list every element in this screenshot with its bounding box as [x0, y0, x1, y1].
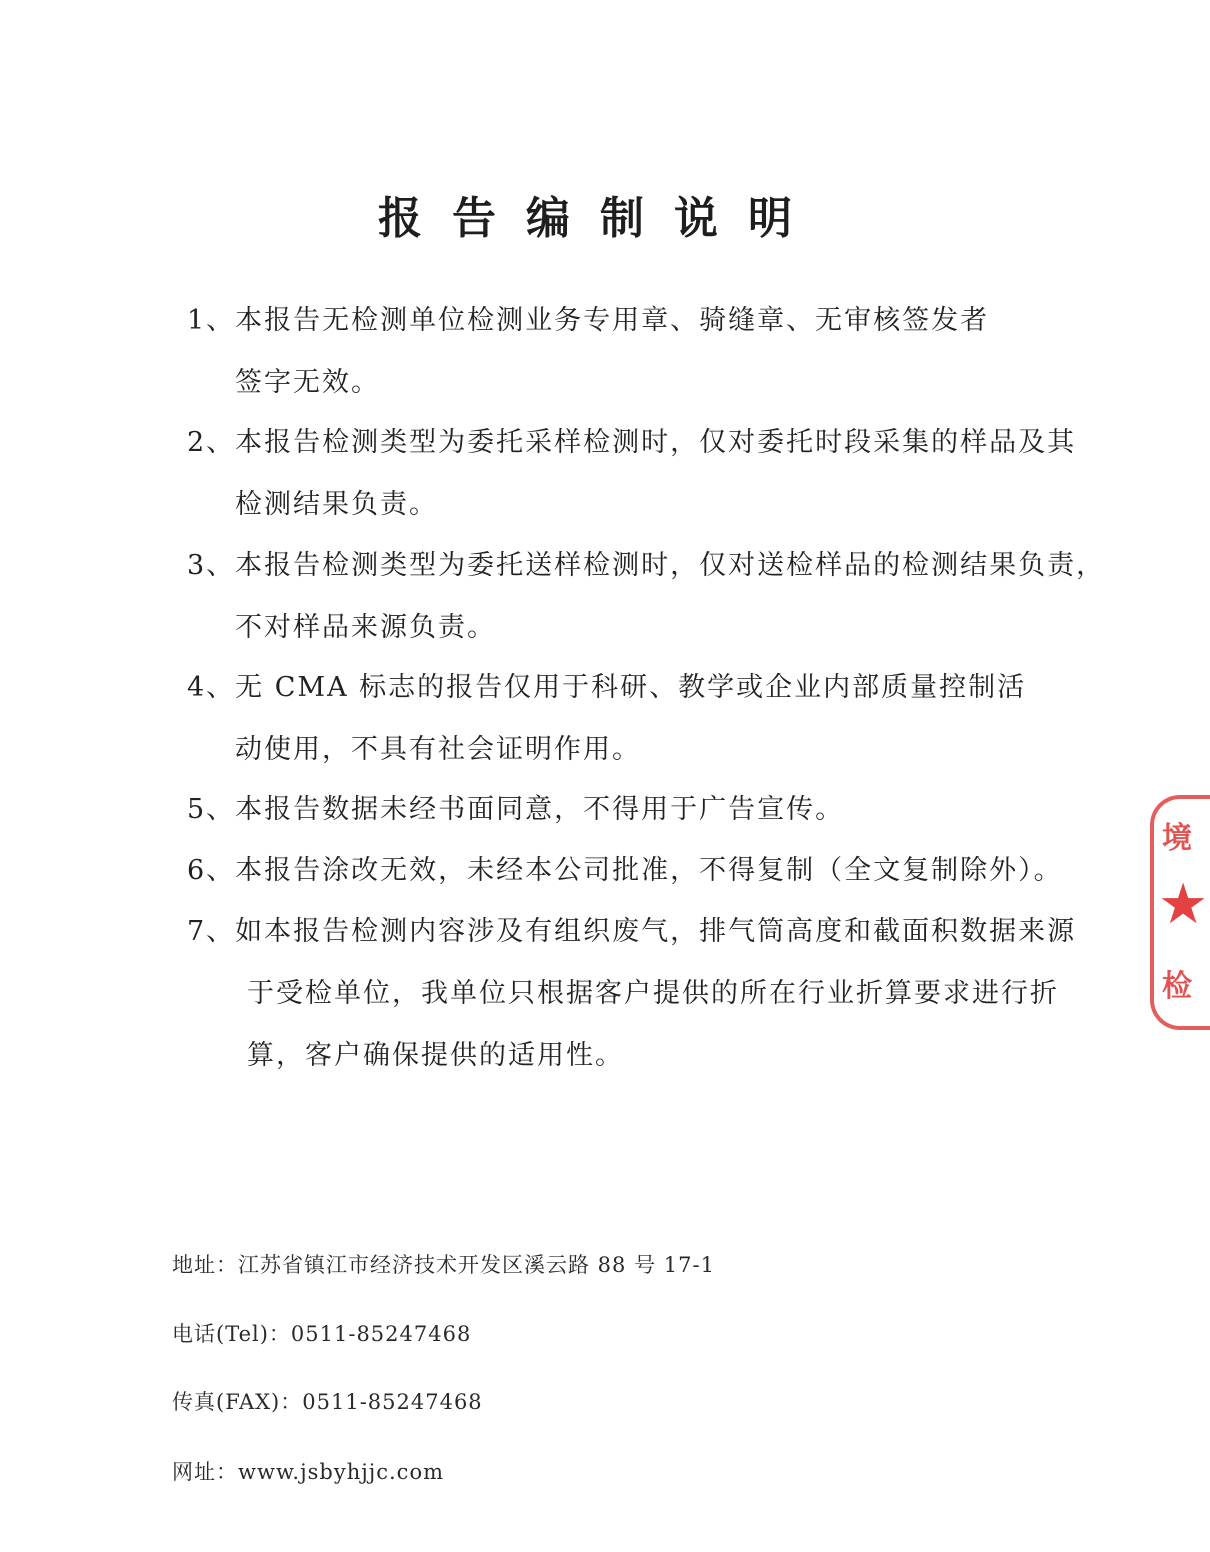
note-item-7-line-3: 算，客户确保提供的适用性。 — [247, 1040, 624, 1071]
note-item-7-line-1: 7、如本报告检测内容涉及有组织废气，排气筒高度和截面积数据来源 — [187, 916, 1077, 947]
star-icon: ★ — [1158, 872, 1209, 937]
note-item-4-line-2: 动使用，不具有社会证明作用。 — [235, 734, 641, 765]
footer-website: 网址：www.jsbyhjjc.com — [172, 1460, 445, 1484]
note-item-7-line-2: 于受检单位，我单位只根据客户提供的所在行业折算要求进行折 — [247, 978, 1059, 1009]
note-item-6 — [187, 840, 1117, 902]
red-seal-stamp — [1150, 795, 1210, 1030]
note-item-3 — [187, 535, 1117, 659]
note-item-7 — [187, 901, 1117, 1087]
note-item-2-line-1: 2、本报告检测类型为委托采样检测时，仅对委托时段采集的样品及其 — [187, 427, 1077, 458]
note-item-4-line-1: 4、无 CMA 标志的报告仅用于科研、教学或企业内部质量控制活 — [187, 672, 1027, 703]
stamp-char-2: 检 — [1162, 969, 1192, 1004]
note-item-5 — [187, 779, 1117, 841]
note-item-6-line-1: 6、本报告涂改无效，未经本公司批准，不得复制（全文复制除外）。 — [187, 855, 1063, 886]
note-item-1-line-1: 1、本报告无检测单位检测业务专用章、骑缝章、无审核签发者 — [187, 305, 990, 336]
page-title: 报告编制说明 — [378, 193, 822, 244]
note-item-2-line-2: 检测结果负责。 — [235, 489, 438, 520]
note-item-3-line-1: 3、本报告检测类型为委托送样检测时，仅对送检样品的检测结果负责， — [187, 550, 1106, 581]
note-item-4 — [187, 657, 1117, 781]
footer-fax: 传真(FAX)：0511-85247468 — [172, 1390, 483, 1414]
note-item-3-line-2: 不对样品来源负责。 — [235, 612, 496, 643]
note-item-1 — [187, 290, 1117, 414]
note-item-2 — [187, 412, 1117, 536]
stamp-char-1: 境 — [1162, 821, 1192, 856]
footer-address: 地址：江苏省镇江市经济技术开发区溪云路 88 号 17-1 — [172, 1253, 715, 1277]
note-item-1-line-2: 签字无效。 — [235, 367, 380, 398]
footer-tel: 电话(Tel)：0511-85247468 — [172, 1322, 472, 1346]
note-item-5-line-1: 5、本报告数据未经书面同意，不得用于广告宣传。 — [187, 794, 845, 825]
